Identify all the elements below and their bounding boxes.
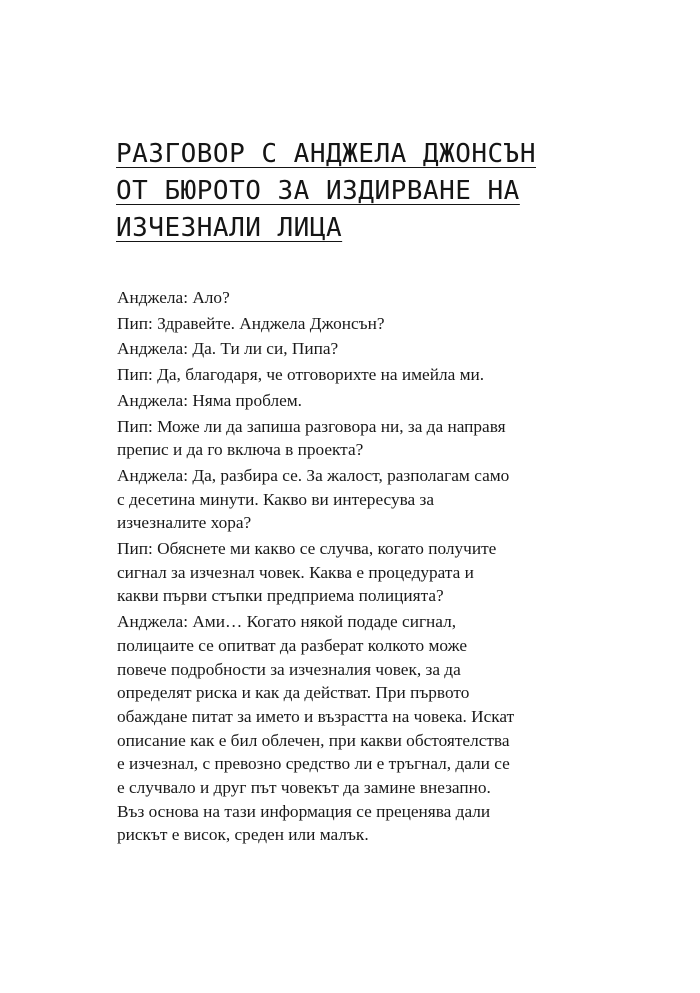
title-line: ИЗЧЕЗНАЛИ ЛИЦА [116, 213, 343, 243]
text-line: описание как е бил облечен, при какви обстоятелства [117, 730, 510, 750]
dialogue-paragraph [117, 537, 572, 608]
dialogue-paragraph [117, 610, 572, 847]
text-line: обаждане питат за името и възрастта на човека. Искат [117, 706, 515, 726]
interview-transcript [117, 286, 572, 849]
dialogue-paragraph [117, 363, 572, 387]
text-line: с десетина минути. Какво ви интересува за [117, 489, 435, 509]
text-line: е изчезнал, с превозно средство ли е тръгнал, дали се [117, 754, 510, 774]
text-line: рискът е висок, среден или малък. [117, 825, 369, 845]
page-title [116, 136, 596, 247]
text-line: какви първи стъпки предприема полицията? [117, 586, 444, 606]
title-line: ОТ БЮРОТО ЗА ИЗДИРВАНЕ НА [116, 176, 520, 206]
text-line: полицаите се опитват да разберат колкото може [117, 635, 468, 655]
dialogue-paragraph [117, 286, 572, 310]
text-line: Въз основа на тази информация се преценява дали [117, 801, 491, 821]
dialogue-paragraph [117, 312, 572, 336]
text-line: Пип: Здравейте. Анджела Джонсън? [117, 313, 385, 333]
text-line: определят риска и как да действат. При първото [117, 683, 470, 703]
text-line: изчезналите хора? [117, 513, 252, 533]
dialogue-paragraph [117, 389, 572, 413]
dialogue-paragraph [117, 337, 572, 361]
text-line: Пип: Обяснете ми какво се случва, когато получите [117, 539, 497, 559]
text-line: Анджела: Ами… Когато някой подаде сигнал, [117, 612, 457, 632]
text-line: Анджела: Да. Ти ли си, Пипа? [117, 339, 339, 359]
text-line: Анджела: Ало? [117, 288, 230, 307]
text-line: повече подробности за изчезналия човек, за да [117, 659, 461, 679]
text-line: Анджела: Да, разбира се. За жалост, разполагам само [117, 465, 510, 485]
text-line: препис и да го включа в проекта? [117, 440, 364, 460]
text-line: Пип: Може ли да запиша разговора ни, за да направя [117, 416, 506, 436]
dialogue-paragraph [117, 415, 572, 462]
title-line: РАЗГОВОР С АНДЖЕЛА ДЖОНСЪН [116, 139, 536, 169]
text-line: сигнал за изчезнал човек. Каква е процедурата и [117, 562, 474, 582]
text-line: Пип: Да, благодаря, че отговорихте на имейла ми. [117, 365, 485, 385]
text-line: Анджела: Няма проблем. [117, 390, 302, 410]
dialogue-paragraph [117, 464, 572, 535]
text-line: е случвало и друг път човекът да замине внезапно. [117, 778, 491, 798]
